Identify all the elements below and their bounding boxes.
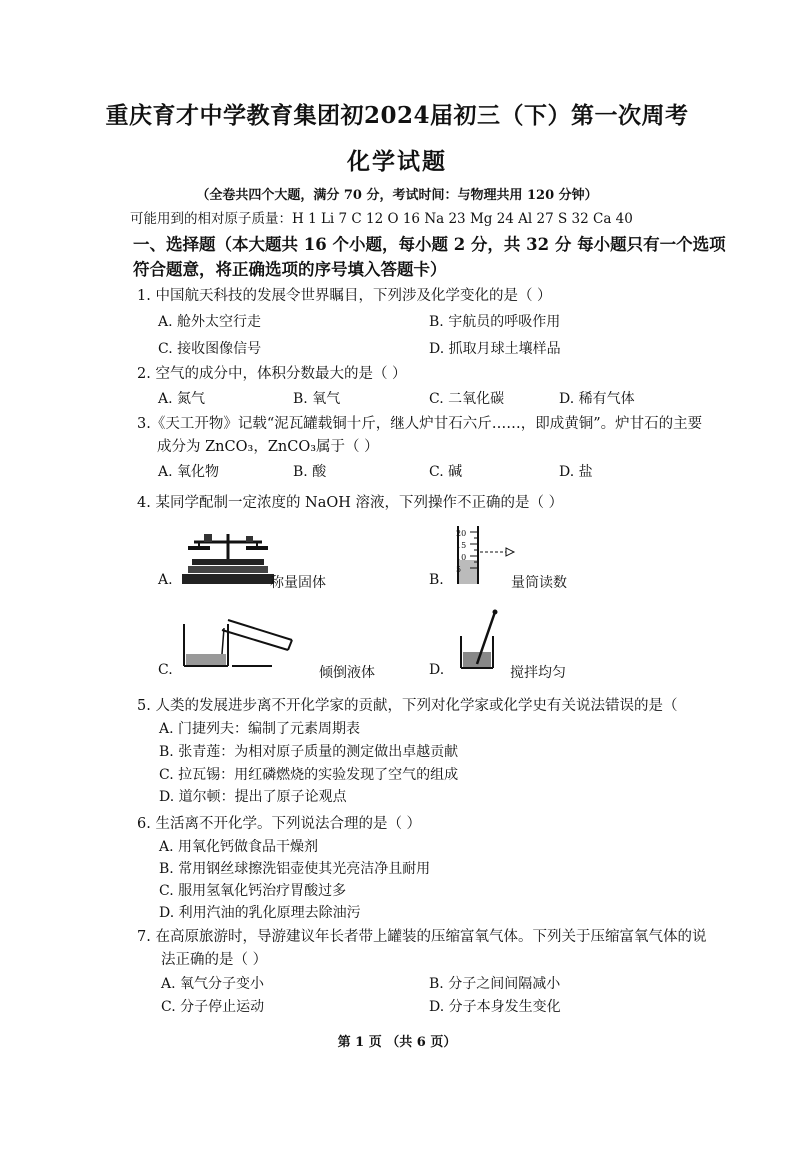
figure-d-label: 搅拌均匀 [510,665,566,681]
figure-a-letter: A. [158,572,173,588]
question-1-stem: 1. 中国航天科技的发展令世界瞩目，下列涉及化学变化的是（ ） [137,288,552,304]
question-7-option-d: D. 分子本身发生变化 [429,999,561,1015]
question-5-option-a: A. 门捷列夫：编制了元素周期表 [159,721,361,737]
question-1-option-b: B. 宇航员的呼吸作用 [429,314,561,330]
question-1-option-c: C. 接收图像信号 [158,341,262,357]
question-3-stem-line2: 成分为 ZnCO₃，ZnCO₃属于（ ） [157,439,379,455]
question-5-option-c: C. 拉瓦锡：用红磷燃烧的实验发现了空气的组成 [159,767,459,783]
question-2-option-d: D. 稀有气体 [559,391,635,407]
question-6-option-d: D. 利用汽油的乳化原理去除油污 [159,905,361,921]
question-6-option-c: C. 服用氢氧化钙治疗胃酸过多 [159,883,347,899]
question-5-option-d: D. 道尔顿：提出了原子论观点 [159,789,347,805]
question-7-stem-line2: 法正确的是（ ） [161,952,268,968]
question-1-option-a: A. 舱外太空行走 [158,314,262,330]
question-3-stem-line1: 3.《天工开物》记载“泥瓦罐载铜十斤，继人炉甘石六斤……，即成黄铜”。炉甘石的主要 [137,416,703,432]
exam-note: （全卷共四个大题，满分 70 分，考试时间：与物理共用 120 分钟） [196,188,598,203]
cylinder-tick-20: 20 [456,529,467,538]
question-2-stem: 2. 空气的成分中，体积分数最大的是（ ） [137,366,407,382]
section-heading-line1: 一、选择题（本大题共 16 个小题，每小题 2 分，共 32 分 每小题只有一个选项 [133,235,726,254]
question-7-option-a: A. 氧气分子变小 [161,976,265,992]
cylinder-tick-10: 10 [456,553,467,562]
figure-d-letter: D. [429,662,445,678]
question-2-option-b: B. 氧气 [293,391,341,407]
question-5-stem: 5. 人类的发展进步离不开化学家的贡献，下列对化学家或化学史有关说法错误的是（ [137,698,678,714]
question-6-option-a: A. 用氧化钙做食品干燥剂 [159,839,319,855]
question-6-stem: 6. 生活离不开化学。下列说法合理的是（ ） [137,816,422,832]
question-4-stem: 4. 某同学配制一定浓度的 NaOH 溶液，下列操作不正确的是（ ） [137,495,564,511]
pouring-liquid-icon [182,610,298,672]
figure-c-label: 倾倒液体 [319,665,375,681]
question-1-option-d: D. 抓取月球土壤样品 [429,341,561,357]
beaker-stirring-icon [455,606,505,674]
question-2-option-a: A. 氮气 [158,391,206,407]
question-7-option-b: B. 分子之间间隔减小 [429,976,561,992]
page-footer: 第 1 页 （共 6 页） [337,1035,457,1050]
question-3-option-a: A. 氧化物 [158,464,220,480]
figure-b-letter: B. [429,572,444,588]
figure-b-label: 量筒读数 [511,575,567,591]
cylinder-tick-5: 5 [456,565,462,574]
question-7-option-c: C. 分子停止运动 [161,999,265,1015]
figure-a-label: 称量固体 [270,575,326,591]
question-7-stem-line1: 7. 在高原旅游时，导游建议年长者带上罐装的压缩富氧气体。下列关于压缩富氧气体的说 [137,929,707,945]
exam-title: 重庆育才中学教育集团初2024届初三（下）第一次周考 [105,102,689,129]
question-3-option-c: C. 碱 [429,464,463,480]
question-3-option-d: D. 盐 [559,464,593,480]
atomic-masses: 可能用到的相对原子质量：H 1 Li 7 C 12 O 16 Na 23 Mg 24 Al 27 S 32 Ca 40 [130,211,633,227]
section-heading-line2: 符合题意，将正确选项的序号填入答题卡） [133,260,447,279]
balance-scale-icon [180,524,280,586]
question-5-option-b: B. 张青莲：为相对原子质量的测定做出卓越贡献 [159,744,459,760]
figure-c-letter: C. [158,662,173,678]
exam-subtitle: 化学试题 [347,148,447,175]
question-6-option-b: B. 常用钢丝球擦洗铝壶使其光亮洁净且耐用 [159,861,431,877]
question-3-option-b: B. 酸 [293,464,327,480]
cylinder-tick-15: 15 [456,541,467,550]
question-2-option-c: C. 二氧化碳 [429,391,505,407]
